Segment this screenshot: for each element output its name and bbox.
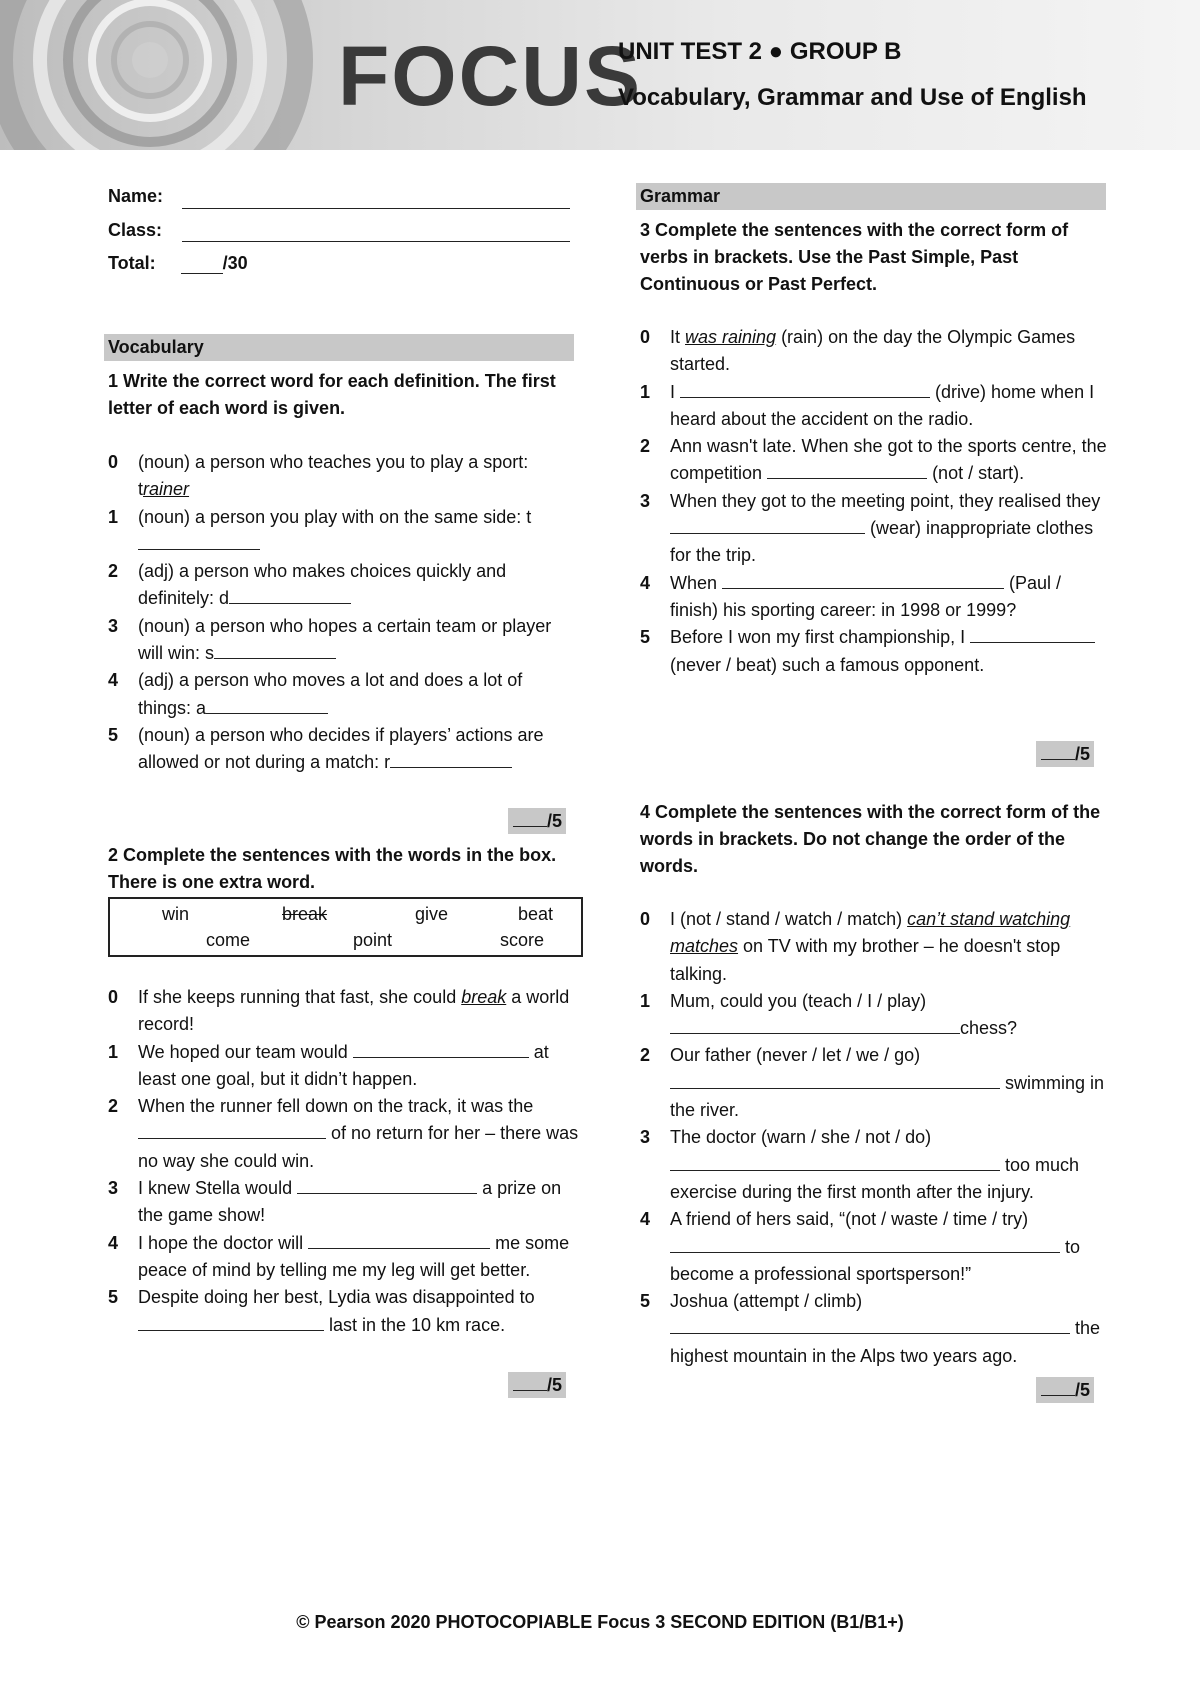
list-item: 4 (adj) a person who moves a lot and does a lot of things: a [108,670,523,718]
list-item: 4 When (Paul / finish) his sporting career: in 1998 or 1999? [640,572,1062,620]
answer-blank[interactable] [353,1041,529,1058]
exercise-4-instruction: 4 Complete the sentences with the correct form of the words in brackets. Do not change the order of the words. [640,802,1101,876]
word-box [108,897,583,957]
word-box-word: point [353,930,393,950]
list-item: 4 A friend of hers said, “(not / waste / time / try) to become a professional sportsperson!” [640,1209,1081,1284]
exercise-2-items [108,984,583,1339]
answer-blank[interactable] [297,1177,477,1194]
word-box-word: beat [518,904,554,924]
exercise-1-score: /5 [508,808,566,834]
name-field[interactable] [182,186,570,209]
list-item: 0 (noun) a person who teaches you to play a sport: trainer [108,452,529,500]
exercise-1-instruction: 1 Write the correct word for each definition. The first letter of each word is given. [108,371,556,418]
list-item: 3 (noun) a person who hopes a certain team or player will win: s [108,615,552,664]
exercise-2-score: /5 [508,1372,566,1398]
test-subtitle: Vocabulary, Grammar and Use of English [618,84,1087,111]
score-blank[interactable] [1041,1377,1075,1396]
list-item: 2 Ann wasn't late. When she got to the sports centre, the competition (not / start). [640,436,1107,484]
list-item: 3 When they got to the meeting point, they realised they (wear) inappropriate clothes for the trip. [640,490,1101,566]
answer-blank[interactable] [138,1122,326,1139]
word-box-word: win [162,904,190,924]
answer-blank[interactable] [670,1317,1070,1334]
total-value: /30 [222,253,248,273]
word-box-word: score [500,930,545,950]
answer-blank[interactable] [680,381,930,398]
example-answer: was raining [685,327,777,347]
list-item: 2 Our father (never / let / we / go) swimming in the river. [640,1045,1105,1121]
answer-blank[interactable] [670,1154,1000,1171]
exercise-3-items [640,324,1110,679]
name-row [108,186,163,207]
answer-blank[interactable] [390,751,512,768]
example-answer: can’t stand watching matches [670,909,1071,957]
list-item: 4 I hope the doctor will me some peace of mind by telling me my leg will get better. [108,1232,570,1280]
list-item: 1 I (drive) home when I heard about the accident on the radio. [640,381,1095,429]
exercise-3-instruction: 3 Complete the sentences with the correct form of verbs in brackets. Use the Past Simple, Past Continuous or Past Perfect. [640,220,1069,294]
list-item: 1 Mum, could you (teach / I / play) chess? [640,990,1018,1039]
exercise-4-items [640,906,1110,1370]
answer-blank[interactable] [308,1232,490,1249]
answer-blank[interactable] [138,1314,324,1331]
word-box-word: come [206,930,251,950]
answer-blank[interactable] [214,642,336,659]
unit-title: UNIT TEST 2 ● GROUP B [618,38,902,65]
total-field[interactable] [181,255,223,274]
class-label: Class: [108,220,163,240]
word-box-word: give [415,904,449,924]
list-item: 3 The doctor (warn / she / not / do) too much exercise during the first month after the injury. [640,1127,1080,1202]
example-answer: break [461,987,507,1007]
example-answer: rainer [143,479,190,500]
class-row [108,220,162,241]
list-item: 2 (adj) a person who makes choices quickly and definitely: d [108,561,507,609]
total-label: Total: [108,253,156,273]
word-box-word-crossed: break [282,904,328,924]
footer-copyright: © Pearson 2020 PHOTOCOPIABLE Focus 3 SECOND EDITION (B1/B1+) [296,1612,904,1632]
list-item: 2 When the runner fell down on the track, it was the of no return for her – there was no way she could win. [108,1096,579,1171]
list-item: 5 Before I won my first championship, I (never / beat) such a famous opponent. [640,624,1110,679]
answer-blank[interactable] [670,517,865,534]
list-item: 0 I (not / stand / watch / match) can’t stand watching matches on TV with my brother – he doesn't stop talking. [640,909,1071,984]
answer-blank[interactable] [970,626,1095,643]
score-blank[interactable] [1041,741,1075,760]
exercise-2-instruction: 2 Complete the sentences with the words in the box. There is one extra word. [108,845,557,892]
focus-logo: FOCUS [338,29,642,123]
answer-blank[interactable] [670,1017,960,1034]
grammar-heading: Grammar [636,183,1106,210]
score-blank[interactable] [513,808,547,827]
list-item: 3 I knew Stella would a prize on the game show! [108,1178,562,1226]
class-field[interactable] [182,219,570,242]
vocabulary-heading: Vocabulary [104,334,574,361]
list-item: 1 We hoped our team would at least one goal, but it didn’t happen. [108,1041,549,1089]
header-banner [0,0,1200,150]
list-item: 5 Despite doing her best, Lydia was disappointed to last in the 10 km race. [108,1287,535,1335]
answer-blank[interactable] [138,533,260,550]
list-item: 0 It was raining (rain) on the day the Olympic Games started. [640,327,1076,375]
exercise-1-items [108,449,573,777]
list-item: 5 (noun) a person who decides if players’ actions are allowed or not during a match: r [108,724,544,773]
list-item: 0 If she keeps running that fast, she could break a world record! [108,987,570,1035]
answer-blank[interactable] [229,587,351,604]
list-item: 1 (noun) a person you play with on the same side: t [108,504,573,559]
exercise-3-score: /5 [1036,741,1094,767]
name-label: Name: [108,186,164,206]
answer-blank[interactable] [206,697,328,714]
exercise-4-score: /5 [1036,1377,1094,1403]
score-blank[interactable] [513,1372,547,1391]
answer-blank[interactable] [670,1236,1060,1253]
total-row [108,253,248,274]
answer-blank[interactable] [670,1072,1000,1089]
list-item: 5 Joshua (attempt / climb) the highest mountain in the Alps two years ago. [640,1291,1101,1366]
answer-blank[interactable] [722,572,1004,589]
answer-blank[interactable] [767,462,927,479]
